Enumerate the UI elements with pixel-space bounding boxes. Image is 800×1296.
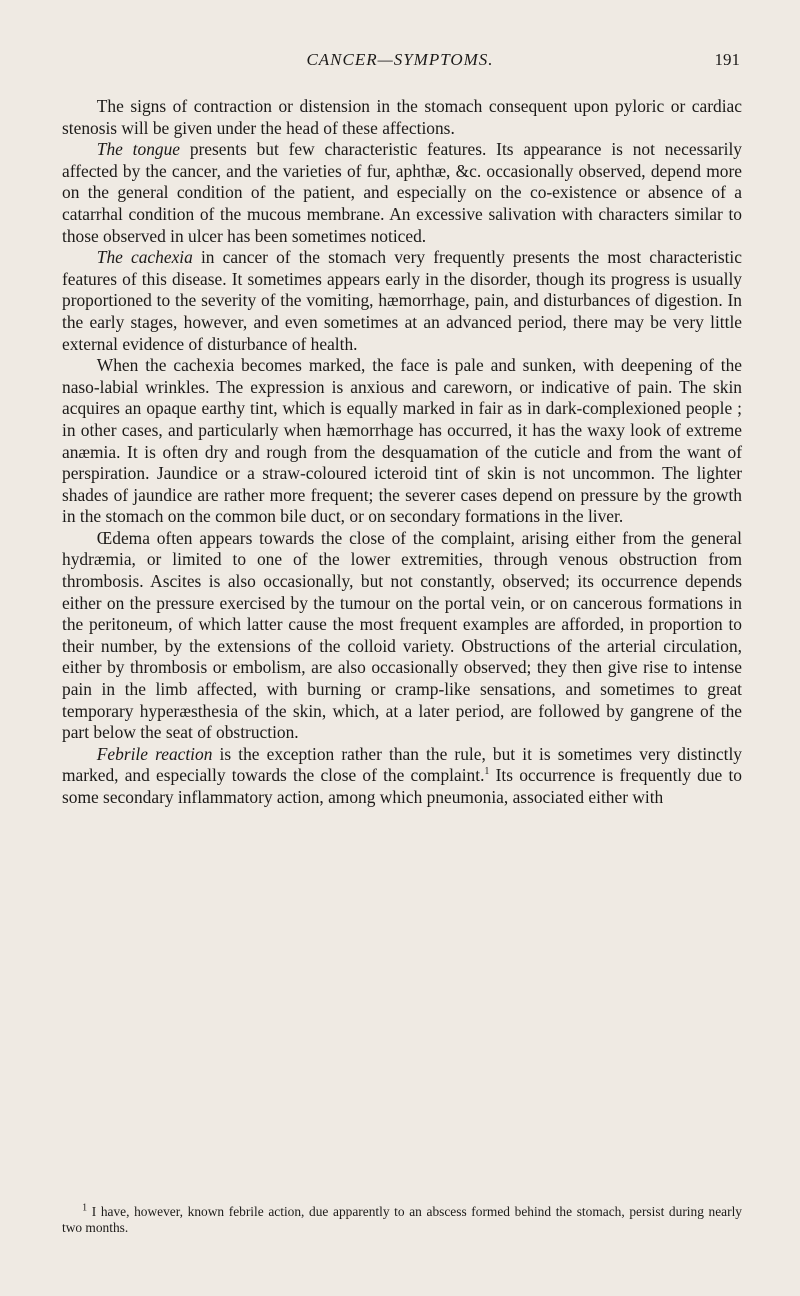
paragraph-oedema xyxy=(62,528,742,744)
paragraph-text: The signs of contraction or distension in the stomach consequent upon pyloric or cardiac stenosis will be given under the head of these affections. xyxy=(62,96,742,138)
page-number: 191 xyxy=(714,50,740,69)
paragraph-text: Its occurrence is frequently due to some secondary inflammatory action, among which pneumonia, associated either with xyxy=(62,765,742,807)
paragraph-cachexia-marked xyxy=(62,355,742,528)
running-head xyxy=(0,50,800,74)
body-text xyxy=(62,96,742,809)
paragraph-febrile-reaction xyxy=(62,744,742,809)
term-cachexia: The cachexia xyxy=(96,247,193,268)
paragraph-tongue xyxy=(62,139,742,247)
paragraph-cachexia xyxy=(62,247,742,355)
paragraph-stenosis-signs xyxy=(62,96,742,139)
term-febrile-reaction: Febrile reaction xyxy=(96,743,213,764)
paragraph-text: Œdema often appears towards the close of the complaint, arising either from the general hydræmia, or limited to one of the lower extremities, through venous obstruction from thrombosis. Ascites is also occasionally, but not constantly, observed; its occurrence depends either on the pressure exercised by the tumour on the portal vein, or on cancerous formations in the peritoneum, of which latter cause the most frequent examples are afforded, in proportion to their number, by the extensions of the colloid variety. Obstructions of the arterial circulation, either by thrombosis or embolism, are also occasionally observed; they then give rise to intense pain in the limb affected, with burning or cramp-like sensations, and sometimes to great temporary hyperæsthesia of the skin, which, at a later period, are followed by gangrene of the part below the seat of obstruction. xyxy=(62,527,742,743)
paragraph-text: presents but few characteristic features. Its appearance is not necessarily affected by the cancer, and the varieties of fur, aphthæ, &c. occasionally observed, depend more on the general condition of the patient, and especially on the co-existence or absence of a catarrhal condition of the mucous membrane. An excessive salivation with characters similar to those observed in ulcer has been sometimes noticed. xyxy=(62,139,742,246)
paragraph-text: is the exception rather than the rule, but it is sometimes very distinctly marked, and especially towards the close of the complaint. xyxy=(62,743,743,786)
running-title: CANCER—SYMPTOMS. xyxy=(306,50,494,69)
paragraph-text: When the cachexia becomes marked, the face is pale and sunken, with deepening of the naso-labial wrinkles. The expression is anxious and careworn, or indicative of pain. The skin acquires an opaque earthy tint, which is equally marked in fair as in dark-complexioned people ; in other cases, and particularly when hæmorrhage has occurred, it has the waxy look of extreme anæmia. It is often dry and rough from the desquamation of the cuticle and from the want of perspiration. Jaundice or a straw-coloured icteroid tint of skin is not uncommon. The lighter shades of jaundice are rather more frequent; the severer cases depend on pressure by the growth in the stomach on the common bile duct, or on secondary formations in the liver. xyxy=(62,355,742,527)
paragraph-text: in cancer of the stomach very frequently presents the most characteristic features of this disease. It sometimes appears early in the disorder, though its progress is usually proportioned to the severity of the vomiting, hæmorrhage, pain, and disturbances of digestion. In the early stages, however, and even sometimes at an advanced period, there may be very little external evidence of disturbance of health. xyxy=(62,247,742,354)
term-tongue: The tongue xyxy=(96,139,181,160)
footnote-text: I have, however, known febrile action, due apparently to an abscess formed behind the stomach, persist during nearly two months. xyxy=(62,1204,742,1235)
footnote-marker: 1 xyxy=(82,1202,88,1214)
footnote-reference: 1 xyxy=(484,766,490,778)
footnotes xyxy=(62,1204,742,1236)
footnote-1 xyxy=(62,1204,742,1236)
